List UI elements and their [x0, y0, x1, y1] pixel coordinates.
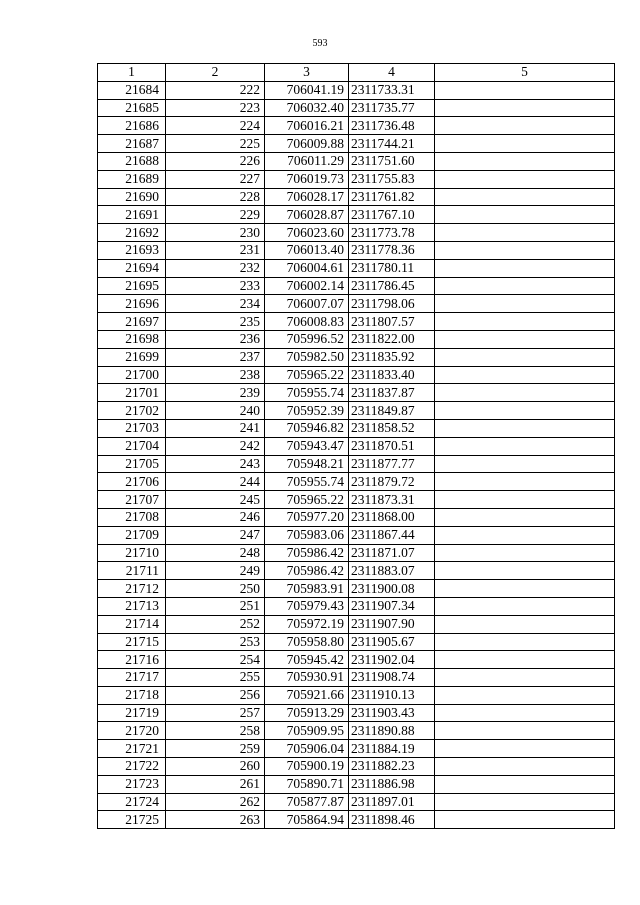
table-cell-col4: 2311786.45	[349, 277, 435, 295]
table-cell-col4: 2311733.31	[349, 81, 435, 99]
table-row	[98, 348, 615, 366]
table-cell-col5	[435, 152, 615, 170]
table-row	[98, 722, 615, 740]
table-cell-col1: 21700	[98, 366, 166, 384]
table-cell-col2: 239	[166, 384, 265, 402]
table-cell-col1: 21703	[98, 419, 166, 437]
table-cell-col1: 21694	[98, 259, 166, 277]
table-cell-col2: 235	[166, 313, 265, 331]
table-row	[98, 188, 615, 206]
table-cell-col4: 2311897.01	[349, 793, 435, 811]
table-cell-col2: 231	[166, 241, 265, 259]
table-cell-col2: 257	[166, 704, 265, 722]
table-cell-col3: 705900.19	[265, 758, 349, 776]
table-row	[98, 704, 615, 722]
table-cell-col2: 229	[166, 206, 265, 224]
table-row	[98, 615, 615, 633]
table-cell-col3: 705952.39	[265, 402, 349, 420]
table-cell-col2: 226	[166, 152, 265, 170]
table-cell-col4: 2311755.83	[349, 170, 435, 188]
table-row	[98, 206, 615, 224]
table-cell-col3: 706002.14	[265, 277, 349, 295]
table-cell-col5	[435, 224, 615, 242]
table-cell-col3: 705982.50	[265, 348, 349, 366]
table-cell-col2: 254	[166, 651, 265, 669]
table-cell-col2: 262	[166, 793, 265, 811]
table-cell-col1: 21712	[98, 580, 166, 598]
table-row	[98, 740, 615, 758]
table-cell-col4: 2311907.34	[349, 597, 435, 615]
table-cell-col3: 705877.87	[265, 793, 349, 811]
table-cell-col2: 252	[166, 615, 265, 633]
table-row	[98, 366, 615, 384]
table-cell-col4: 2311807.57	[349, 313, 435, 331]
table-cell-col3: 705996.52	[265, 330, 349, 348]
table-cell-col2: 248	[166, 544, 265, 562]
table-row	[98, 384, 615, 402]
table-cell-col1: 21705	[98, 455, 166, 473]
table-cell-col1: 21719	[98, 704, 166, 722]
table-cell-col2: 228	[166, 188, 265, 206]
table-cell-col5	[435, 188, 615, 206]
table-cell-col2: 246	[166, 508, 265, 526]
table-cell-col1: 21701	[98, 384, 166, 402]
table-cell-col3: 706028.87	[265, 206, 349, 224]
table-row	[98, 651, 615, 669]
table-cell-col3: 705979.43	[265, 597, 349, 615]
table-row	[98, 544, 615, 562]
table-cell-col4: 2311778.36	[349, 241, 435, 259]
table-row	[98, 562, 615, 580]
table-cell-col2: 232	[166, 259, 265, 277]
table-cell-col1: 21720	[98, 722, 166, 740]
table-row	[98, 775, 615, 793]
table-row	[98, 580, 615, 598]
table-cell-col5	[435, 419, 615, 437]
table-cell-col2: 234	[166, 295, 265, 313]
table-cell-col3: 706011.29	[265, 152, 349, 170]
table-cell-col3: 705955.74	[265, 384, 349, 402]
table-row	[98, 402, 615, 420]
table-cell-col4: 2311910.13	[349, 686, 435, 704]
table-cell-col2: 249	[166, 562, 265, 580]
table-cell-col4: 2311873.31	[349, 491, 435, 509]
table-cell-col2: 255	[166, 669, 265, 687]
table-cell-col3: 705965.22	[265, 491, 349, 509]
table-cell-col4: 2311868.00	[349, 508, 435, 526]
table-row	[98, 99, 615, 117]
table-cell-col4: 2311902.04	[349, 651, 435, 669]
table-cell-col4: 2311890.88	[349, 722, 435, 740]
table-cell-col3: 706019.73	[265, 170, 349, 188]
table-cell-col2: 261	[166, 775, 265, 793]
table-cell-col3: 706016.21	[265, 117, 349, 135]
table-cell-col3: 705906.04	[265, 740, 349, 758]
table-cell-col1: 21697	[98, 313, 166, 331]
table-cell-col4: 2311884.19	[349, 740, 435, 758]
table-cell-col1: 21723	[98, 775, 166, 793]
table-row	[98, 135, 615, 153]
table-cell-col4: 2311736.48	[349, 117, 435, 135]
table-cell-col5	[435, 313, 615, 331]
table-cell-col2: 245	[166, 491, 265, 509]
table-cell-col4: 2311903.43	[349, 704, 435, 722]
table-cell-col4: 2311780.11	[349, 259, 435, 277]
table-cell-col2: 224	[166, 117, 265, 135]
table-cell-col2: 263	[166, 811, 265, 829]
table-cell-col4: 2311835.92	[349, 348, 435, 366]
table-cell-col1: 21708	[98, 508, 166, 526]
table-row	[98, 437, 615, 455]
table-cell-col2: 250	[166, 580, 265, 598]
column-header-1: 1	[98, 64, 166, 82]
table-cell-col1: 21695	[98, 277, 166, 295]
table-cell-col4: 2311751.60	[349, 152, 435, 170]
table-row	[98, 811, 615, 829]
table-row	[98, 259, 615, 277]
table-cell-col5	[435, 651, 615, 669]
table-cell-col5	[435, 117, 615, 135]
table-cell-col4: 2311905.67	[349, 633, 435, 651]
table-cell-col1: 21709	[98, 526, 166, 544]
table-cell-col3: 706028.17	[265, 188, 349, 206]
table-cell-col5	[435, 455, 615, 473]
table-cell-col1: 21721	[98, 740, 166, 758]
table-cell-col4: 2311822.00	[349, 330, 435, 348]
table-cell-col3: 705958.80	[265, 633, 349, 651]
table-cell-col3: 705986.42	[265, 562, 349, 580]
table-cell-col5	[435, 277, 615, 295]
table-cell-col3: 705945.42	[265, 651, 349, 669]
table-row	[98, 508, 615, 526]
column-header-5: 5	[435, 64, 615, 82]
table-cell-col2: 237	[166, 348, 265, 366]
table-cell-col1: 21690	[98, 188, 166, 206]
table-cell-col3: 705977.20	[265, 508, 349, 526]
table-cell-col3: 705983.06	[265, 526, 349, 544]
table-cell-col2: 236	[166, 330, 265, 348]
table-cell-col5	[435, 135, 615, 153]
table-cell-col2: 247	[166, 526, 265, 544]
table-cell-col5	[435, 597, 615, 615]
table-cell-col2: 238	[166, 366, 265, 384]
table-cell-col2: 230	[166, 224, 265, 242]
table-cell-col3: 705930.91	[265, 669, 349, 687]
table-cell-col5	[435, 259, 615, 277]
table-cell-col1: 21688	[98, 152, 166, 170]
table-cell-col1: 21724	[98, 793, 166, 811]
table-cell-col3: 705864.94	[265, 811, 349, 829]
table-cell-col1: 21706	[98, 473, 166, 491]
table-row	[98, 419, 615, 437]
table-cell-col4: 2311879.72	[349, 473, 435, 491]
table-cell-col1: 21711	[98, 562, 166, 580]
table-cell-col2: 241	[166, 419, 265, 437]
coordinates-table	[97, 63, 615, 829]
table-cell-col5	[435, 704, 615, 722]
table-row	[98, 117, 615, 135]
table-cell-col2: 227	[166, 170, 265, 188]
table-cell-col3: 706004.61	[265, 259, 349, 277]
table-cell-col5	[435, 526, 615, 544]
table-cell-col3: 705890.71	[265, 775, 349, 793]
table-row	[98, 793, 615, 811]
table-cell-col5	[435, 437, 615, 455]
table-cell-col1: 21699	[98, 348, 166, 366]
table-cell-col1: 21716	[98, 651, 166, 669]
table-cell-col5	[435, 384, 615, 402]
table-cell-col1: 21713	[98, 597, 166, 615]
table-cell-col2: 253	[166, 633, 265, 651]
table-cell-col3: 705943.47	[265, 437, 349, 455]
table-row	[98, 633, 615, 651]
table-cell-col3: 706032.40	[265, 99, 349, 117]
table-cell-col5	[435, 402, 615, 420]
table-row	[98, 473, 615, 491]
table-cell-col3: 705946.82	[265, 419, 349, 437]
table-cell-col3: 705948.21	[265, 455, 349, 473]
table-cell-col4: 2311883.07	[349, 562, 435, 580]
table-cell-col4: 2311767.10	[349, 206, 435, 224]
table-row	[98, 330, 615, 348]
table-row	[98, 241, 615, 259]
table-cell-col1: 21707	[98, 491, 166, 509]
table-cell-col1: 21710	[98, 544, 166, 562]
table-cell-col1: 21687	[98, 135, 166, 153]
table-row	[98, 295, 615, 313]
table-cell-col4: 2311870.51	[349, 437, 435, 455]
table-cell-col2: 225	[166, 135, 265, 153]
table-row	[98, 152, 615, 170]
table-cell-col3: 705921.66	[265, 686, 349, 704]
table-cell-col2: 233	[166, 277, 265, 295]
table-cell-col3: 705913.29	[265, 704, 349, 722]
table-cell-col5	[435, 580, 615, 598]
table-cell-col5	[435, 562, 615, 580]
table-cell-col4: 2311886.98	[349, 775, 435, 793]
table-cell-col2: 242	[166, 437, 265, 455]
table-cell-col3: 705909.95	[265, 722, 349, 740]
table-cell-col1: 21696	[98, 295, 166, 313]
table-row	[98, 81, 615, 99]
table-row	[98, 277, 615, 295]
table-cell-col5	[435, 811, 615, 829]
table-cell-col5	[435, 81, 615, 99]
table-row	[98, 170, 615, 188]
table-cell-col1: 21715	[98, 633, 166, 651]
table-cell-col5	[435, 722, 615, 740]
table-cell-col2: 259	[166, 740, 265, 758]
table-cell-col4: 2311849.87	[349, 402, 435, 420]
table-cell-col2: 256	[166, 686, 265, 704]
table-header-row	[98, 64, 615, 82]
table-cell-col3: 706013.40	[265, 241, 349, 259]
table-cell-col5	[435, 99, 615, 117]
table-row	[98, 686, 615, 704]
table-row	[98, 491, 615, 509]
table-cell-col5	[435, 170, 615, 188]
table-cell-col2: 244	[166, 473, 265, 491]
table-cell-col2: 251	[166, 597, 265, 615]
table-cell-col4: 2311867.44	[349, 526, 435, 544]
table-row	[98, 455, 615, 473]
table-cell-col3: 705986.42	[265, 544, 349, 562]
table-cell-col4: 2311898.46	[349, 811, 435, 829]
table-cell-col3: 706009.88	[265, 135, 349, 153]
table-cell-col3: 706023.60	[265, 224, 349, 242]
table-cell-col1: 21689	[98, 170, 166, 188]
table-cell-col5	[435, 206, 615, 224]
table-cell-col5	[435, 615, 615, 633]
column-header-4: 4	[349, 64, 435, 82]
table-cell-col1: 21691	[98, 206, 166, 224]
table-row	[98, 758, 615, 776]
table-cell-col4: 2311833.40	[349, 366, 435, 384]
table-cell-col4: 2311907.90	[349, 615, 435, 633]
table-row	[98, 224, 615, 242]
table-cell-col1: 21702	[98, 402, 166, 420]
table-cell-col3: 706007.07	[265, 295, 349, 313]
table-row	[98, 597, 615, 615]
table-cell-col5	[435, 508, 615, 526]
table-cell-col5	[435, 686, 615, 704]
table-cell-col3: 706008.83	[265, 313, 349, 331]
column-header-3: 3	[265, 64, 349, 82]
table-cell-col2: 240	[166, 402, 265, 420]
table-cell-col2: 260	[166, 758, 265, 776]
table-cell-col5	[435, 348, 615, 366]
table-body	[98, 81, 615, 828]
table-cell-col4: 2311858.52	[349, 419, 435, 437]
table-cell-col1: 21685	[98, 99, 166, 117]
table-cell-col4: 2311761.82	[349, 188, 435, 206]
table-cell-col4: 2311900.08	[349, 580, 435, 598]
table-cell-col1: 21718	[98, 686, 166, 704]
table-cell-col5	[435, 330, 615, 348]
table-cell-col5	[435, 633, 615, 651]
table-cell-col1: 21693	[98, 241, 166, 259]
table-cell-col5	[435, 740, 615, 758]
table-cell-col5	[435, 758, 615, 776]
table-cell-col5	[435, 775, 615, 793]
table-cell-col1: 21722	[98, 758, 166, 776]
table-cell-col5	[435, 295, 615, 313]
table-cell-col1: 21686	[98, 117, 166, 135]
table-cell-col4: 2311871.07	[349, 544, 435, 562]
table-row	[98, 313, 615, 331]
table-cell-col1: 21684	[98, 81, 166, 99]
table-cell-col3: 705955.74	[265, 473, 349, 491]
table-cell-col4: 2311798.06	[349, 295, 435, 313]
table-cell-col1: 21698	[98, 330, 166, 348]
table-cell-col5	[435, 473, 615, 491]
table-cell-col2: 223	[166, 99, 265, 117]
table-cell-col4: 2311735.77	[349, 99, 435, 117]
table-cell-col4: 2311744.21	[349, 135, 435, 153]
table-cell-col3: 705983.91	[265, 580, 349, 598]
table-row	[98, 526, 615, 544]
table-cell-col5	[435, 491, 615, 509]
table-cell-col3: 705965.22	[265, 366, 349, 384]
table-cell-col4: 2311837.87	[349, 384, 435, 402]
table-row	[98, 669, 615, 687]
table-cell-col1: 21717	[98, 669, 166, 687]
table-cell-col4: 2311882.23	[349, 758, 435, 776]
table-cell-col4: 2311773.78	[349, 224, 435, 242]
table-cell-col1: 21725	[98, 811, 166, 829]
column-header-2: 2	[166, 64, 265, 82]
table-cell-col5	[435, 544, 615, 562]
table-cell-col1: 21692	[98, 224, 166, 242]
table-cell-col4: 2311908.74	[349, 669, 435, 687]
table-cell-col5	[435, 669, 615, 687]
table-cell-col2: 243	[166, 455, 265, 473]
table-cell-col4: 2311877.77	[349, 455, 435, 473]
table-cell-col5	[435, 793, 615, 811]
table-cell-col2: 222	[166, 81, 265, 99]
table-cell-col5	[435, 366, 615, 384]
table-cell-col3: 706041.19	[265, 81, 349, 99]
page-number: 593	[312, 38, 328, 49]
table-cell-col1: 21714	[98, 615, 166, 633]
table-cell-col2: 258	[166, 722, 265, 740]
table-cell-col1: 21704	[98, 437, 166, 455]
table-cell-col5	[435, 241, 615, 259]
table-cell-col3: 705972.19	[265, 615, 349, 633]
